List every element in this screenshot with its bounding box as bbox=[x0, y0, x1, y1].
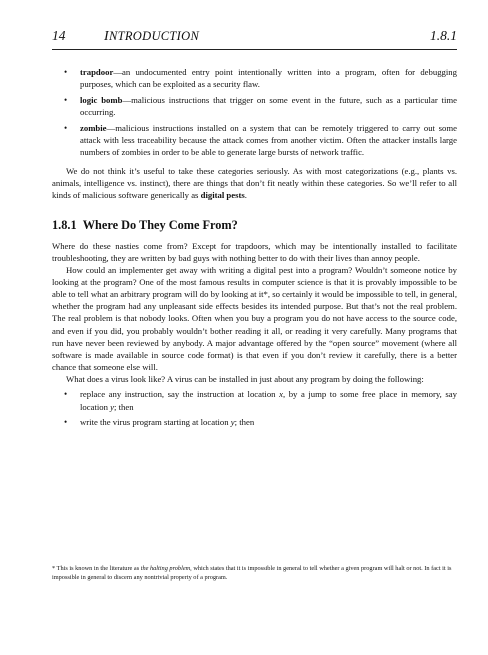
bullet-icon: • bbox=[64, 122, 68, 133]
step-text: write the virus program starting at location bbox=[80, 417, 231, 428]
footnote-text: , which states that it is impossible in general to tell whether a given program will halt or not. In fact it is impossible in general to discern any nontrivial property of a program. bbox=[52, 565, 452, 582]
var-x: x bbox=[279, 389, 283, 400]
pest-types-list bbox=[52, 66, 457, 158]
bullet-icon: • bbox=[64, 67, 68, 77]
footnote-italic: the halting problem bbox=[140, 565, 191, 572]
paragraph-text: We do not think it’s useful to take these categories seriously. As with most categorizations (e.g., plants vs. animals, intelligence vs. instinct), there are things that don’t fit neatly within these categories. So we’ll refer to all kinds of malicious software generically as bbox=[52, 165, 457, 201]
list-item bbox=[52, 122, 457, 158]
bullet-icon: • bbox=[64, 417, 68, 428]
definition: —malicious instructions installed on a system that can be remotely triggered to carry out some attack with less traceability because the attack comes from another victim. Often the attacker installs large numbers of zombies in order to be able to generate large bursts of network traffic. bbox=[80, 122, 457, 158]
running-title bbox=[104, 29, 199, 45]
list-item bbox=[52, 66, 457, 90]
page-number: 14 bbox=[52, 28, 66, 43]
term: trapdoor bbox=[80, 67, 114, 77]
var-y: y bbox=[230, 417, 235, 428]
section-title: Where Do They Come From? bbox=[82, 218, 238, 233]
step-text: replace any instruction, say the instruction at location bbox=[80, 389, 280, 400]
var-y: y bbox=[110, 401, 115, 412]
definition: —an undocumented entry point intentionally written into a program, often for debugging purposes, which can be exploited as a security flaw. bbox=[80, 67, 457, 90]
digital-pests-term: digital pests bbox=[200, 190, 245, 201]
paragraph-1: Where do these nasties come from? Except for trapdoors, which may be intentionally installed to facilitate troubleshooting, they are written by bad guys with nothing better to do with their lives than annoy people. bbox=[52, 240, 457, 263]
term: logic bomb bbox=[80, 94, 123, 105]
paragraph-3: What does a virus look like? A virus can be installed in just about any program by doing the following: bbox=[66, 374, 424, 385]
running-title-initial: I bbox=[104, 29, 109, 44]
term: zombie bbox=[80, 122, 107, 133]
definition: —malicious instructions that trigger on some event in the future, such as a particular time occurring. bbox=[80, 94, 457, 118]
section-reference: 1.8.1 bbox=[430, 28, 457, 43]
running-title-rest: NTRODUCTION bbox=[108, 29, 200, 43]
virus-steps-list bbox=[52, 388, 457, 428]
page-header bbox=[52, 28, 457, 48]
step-text: ; then bbox=[114, 401, 134, 412]
paragraph-2: How could an implementer get away with writing a digital pest into a program? Wouldn’t someone notice by looking at the program? One of the most famous results in computer science is that it is provably impossible to be able to tell what an arbitrary program will do by looking at it*, so certainly it would be impossible to tell, in general, whether the program had any unpleasant side effects besides its intended purpose. But that’s not the real problem. The real problem is that nobody looks. Often when you buy a program you do not have access to the source code, and even if you did, you probably wouldn’t bother reading it all, or reading it very carefully. Many programs that run have never been reviewed by anybody. A major advantage offered by the “open source” movement (where all software is made available in source code format) is that even if you don’t review it carefully, there is a better chance that someone else will. bbox=[52, 264, 457, 373]
bullet-icon: • bbox=[64, 94, 68, 105]
step-text: , by a jump to some free place in memory, say location bbox=[80, 389, 458, 412]
section-heading bbox=[52, 219, 457, 231]
footnote-text: * This is known in the literature as bbox=[52, 565, 141, 572]
list-item bbox=[52, 94, 457, 118]
page-body bbox=[52, 66, 457, 432]
bullet-icon: • bbox=[64, 389, 68, 400]
step-text: ; then bbox=[234, 417, 255, 428]
footnote bbox=[52, 564, 457, 583]
list-item bbox=[52, 416, 457, 428]
section-number: 1.8.1 bbox=[52, 218, 77, 233]
list-item bbox=[52, 388, 457, 412]
header-rule bbox=[52, 49, 457, 50]
paragraph-categories bbox=[52, 165, 457, 201]
paragraph-end: . bbox=[244, 190, 247, 201]
